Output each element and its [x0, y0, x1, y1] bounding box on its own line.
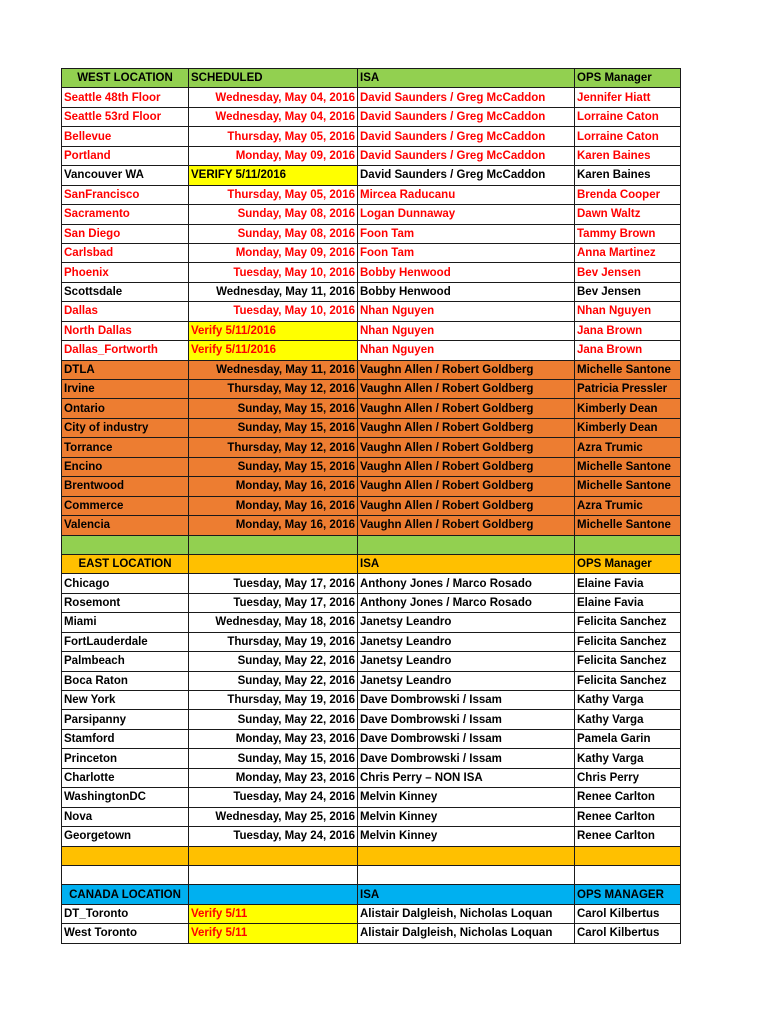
- cell-scheduled: [189, 865, 358, 884]
- cell-location: Irvine: [62, 380, 189, 399]
- table-row: [62, 574, 681, 593]
- cell-ops-manager: Kathy Varga: [575, 749, 681, 768]
- cell-isa: Vaughn Allen / Robert Goldberg: [358, 516, 575, 535]
- cell-isa: Alistair Dalgleish, Nicholas Loquan: [358, 924, 575, 943]
- cell-isa: Melvin Kinney: [358, 807, 575, 826]
- cell-isa: Janetsy Leandro: [358, 671, 575, 690]
- table-row: [62, 107, 681, 126]
- cell-scheduled: Thursday, May 05, 2016: [189, 185, 358, 204]
- cell-ops-manager: Felicita Sanchez: [575, 632, 681, 651]
- cell-isa: [358, 846, 575, 865]
- cell-ops-manager: Azra Trumic: [575, 496, 681, 515]
- cell-location: Bellevue: [62, 127, 189, 146]
- cell-scheduled: Sunday, May 08, 2016: [189, 205, 358, 224]
- cell-location: DTLA: [62, 360, 189, 379]
- cell-scheduled: Sunday, May 15, 2016: [189, 418, 358, 437]
- cell-scheduled: Monday, May 09, 2016: [189, 243, 358, 262]
- cell-isa: Dave Dombrowski / Issam: [358, 729, 575, 748]
- cell-isa: Janetsy Leandro: [358, 613, 575, 632]
- table-row: [62, 205, 681, 224]
- cell-scheduled: Thursday, May 12, 2016: [189, 380, 358, 399]
- cell-isa: Vaughn Allen / Robert Goldberg: [358, 438, 575, 457]
- cell-location: San Diego: [62, 224, 189, 243]
- cell-location: Seattle 48th Floor: [62, 88, 189, 107]
- table-row: [62, 457, 681, 476]
- cell-ops-manager: Chris Perry: [575, 768, 681, 787]
- cell-scheduled: Sunday, May 22, 2016: [189, 652, 358, 671]
- section-header-row: [62, 554, 681, 573]
- cell-location: Torrance: [62, 438, 189, 457]
- header-cell-location: EAST LOCATION: [62, 554, 189, 573]
- table-row: [62, 496, 681, 515]
- cell-location: Seattle 53rd Floor: [62, 107, 189, 126]
- cell-scheduled: Thursday, May 19, 2016: [189, 691, 358, 710]
- table-row: [62, 166, 681, 185]
- table-row: [62, 380, 681, 399]
- cell-scheduled: Verify 5/11/2016: [189, 321, 358, 340]
- cell-scheduled: Tuesday, May 24, 2016: [189, 788, 358, 807]
- cell-location: SanFrancisco: [62, 185, 189, 204]
- cell-isa: Chris Perry – NON ISA: [358, 768, 575, 787]
- header-cell-isa: ISA: [358, 554, 575, 573]
- cell-ops-manager: Patricia Pressler: [575, 380, 681, 399]
- cell-isa: Alistair Dalgleish, Nicholas Loquan: [358, 904, 575, 923]
- cell-ops-manager: [575, 865, 681, 884]
- cell-location: Encino: [62, 457, 189, 476]
- cell-ops-manager: Michelle Santone: [575, 477, 681, 496]
- cell-scheduled: Sunday, May 08, 2016: [189, 224, 358, 243]
- table-row: [62, 710, 681, 729]
- cell-ops-manager: Felicita Sanchez: [575, 613, 681, 632]
- table-row: [62, 224, 681, 243]
- cell-location: WashingtonDC: [62, 788, 189, 807]
- cell-isa: [358, 865, 575, 884]
- cell-location: FortLauderdale: [62, 632, 189, 651]
- cell-isa: Nhan Nguyen: [358, 321, 575, 340]
- cell-location: Valencia: [62, 516, 189, 535]
- cell-isa: Vaughn Allen / Robert Goldberg: [358, 380, 575, 399]
- cell-isa: Vaughn Allen / Robert Goldberg: [358, 418, 575, 437]
- header-cell-ops-manager: OPS MANAGER: [575, 885, 681, 904]
- cell-scheduled: Sunday, May 22, 2016: [189, 710, 358, 729]
- table-row: [62, 127, 681, 146]
- cell-location: Rosemont: [62, 593, 189, 612]
- table-row: [62, 88, 681, 107]
- cell-ops-manager: Jana Brown: [575, 321, 681, 340]
- cell-scheduled: Monday, May 16, 2016: [189, 516, 358, 535]
- schedule-table: [61, 68, 681, 944]
- cell-location: Vancouver WA: [62, 166, 189, 185]
- cell-ops-manager: Renee Carlton: [575, 788, 681, 807]
- header-cell-isa: ISA: [358, 69, 575, 88]
- spacer-row: [62, 535, 681, 554]
- cell-ops-manager: [575, 846, 681, 865]
- cell-location: Dallas_Fortworth: [62, 341, 189, 360]
- cell-ops-manager: Kimberly Dean: [575, 399, 681, 418]
- cell-isa: Dave Dombrowski / Issam: [358, 691, 575, 710]
- cell-ops-manager: Brenda Cooper: [575, 185, 681, 204]
- cell-scheduled: Tuesday, May 10, 2016: [189, 302, 358, 321]
- cell-location: Phoenix: [62, 263, 189, 282]
- cell-location: Miami: [62, 613, 189, 632]
- cell-ops-manager: Lorraine Caton: [575, 107, 681, 126]
- cell-location: Sacramento: [62, 205, 189, 224]
- cell-isa: David Saunders / Greg McCaddon: [358, 107, 575, 126]
- cell-scheduled: Monday, May 16, 2016: [189, 496, 358, 515]
- cell-isa: David Saunders / Greg McCaddon: [358, 166, 575, 185]
- cell-scheduled: Wednesday, May 11, 2016: [189, 282, 358, 301]
- cell-isa: Vaughn Allen / Robert Goldberg: [358, 399, 575, 418]
- cell-location: [62, 865, 189, 884]
- cell-ops-manager: Kathy Varga: [575, 691, 681, 710]
- cell-ops-manager: Jennifer Hiatt: [575, 88, 681, 107]
- cell-ops-manager: Kimberly Dean: [575, 418, 681, 437]
- cell-scheduled: Monday, May 23, 2016: [189, 729, 358, 748]
- cell-ops-manager: Michelle Santone: [575, 516, 681, 535]
- cell-isa: Vaughn Allen / Robert Goldberg: [358, 496, 575, 515]
- cell-scheduled: Tuesday, May 10, 2016: [189, 263, 358, 282]
- section-header-row: [62, 69, 681, 88]
- cell-location: Georgetown: [62, 827, 189, 846]
- cell-scheduled: Verify 5/11: [189, 924, 358, 943]
- table-row: [62, 146, 681, 165]
- cell-isa: David Saunders / Greg McCaddon: [358, 88, 575, 107]
- cell-ops-manager: Pamela Garin: [575, 729, 681, 748]
- cell-scheduled: Wednesday, May 04, 2016: [189, 88, 358, 107]
- cell-location: Boca Raton: [62, 671, 189, 690]
- cell-location: Nova: [62, 807, 189, 826]
- cell-scheduled: Monday, May 09, 2016: [189, 146, 358, 165]
- cell-isa: David Saunders / Greg McCaddon: [358, 146, 575, 165]
- header-cell-isa: ISA: [358, 885, 575, 904]
- section-header-row: [62, 885, 681, 904]
- table-row: [62, 263, 681, 282]
- table-row: [62, 671, 681, 690]
- cell-isa: Vaughn Allen / Robert Goldberg: [358, 477, 575, 496]
- cell-location: Palmbeach: [62, 652, 189, 671]
- cell-isa: Bobby Henwood: [358, 282, 575, 301]
- cell-location: New York: [62, 691, 189, 710]
- cell-location: [62, 535, 189, 554]
- cell-scheduled: Thursday, May 05, 2016: [189, 127, 358, 146]
- cell-scheduled: Tuesday, May 17, 2016: [189, 593, 358, 612]
- cell-ops-manager: Karen Baines: [575, 146, 681, 165]
- table-row: [62, 632, 681, 651]
- cell-isa: Melvin Kinney: [358, 788, 575, 807]
- table-row: [62, 729, 681, 748]
- table-row: [62, 593, 681, 612]
- header-cell-scheduled: [189, 554, 358, 573]
- cell-location: Stamford: [62, 729, 189, 748]
- header-cell-ops-manager: OPS Manager: [575, 69, 681, 88]
- cell-scheduled: Monday, May 16, 2016: [189, 477, 358, 496]
- cell-scheduled: Tuesday, May 17, 2016: [189, 574, 358, 593]
- cell-scheduled: [189, 846, 358, 865]
- table-row: [62, 768, 681, 787]
- cell-ops-manager: Kathy Varga: [575, 710, 681, 729]
- cell-scheduled: Monday, May 23, 2016: [189, 768, 358, 787]
- cell-isa: Logan Dunnaway: [358, 205, 575, 224]
- cell-ops-manager: Michelle Santone: [575, 457, 681, 476]
- cell-ops-manager: Nhan Nguyen: [575, 302, 681, 321]
- table-row: [62, 282, 681, 301]
- table-row: [62, 418, 681, 437]
- header-cell-location: CANADA LOCATION: [62, 885, 189, 904]
- cell-location: Princeton: [62, 749, 189, 768]
- table-row: [62, 652, 681, 671]
- cell-isa: Nhan Nguyen: [358, 302, 575, 321]
- cell-ops-manager: Bev Jensen: [575, 263, 681, 282]
- header-cell-ops-manager: OPS Manager: [575, 554, 681, 573]
- cell-isa: Dave Dombrowski / Issam: [358, 749, 575, 768]
- cell-ops-manager: Renee Carlton: [575, 827, 681, 846]
- cell-location: City of industry: [62, 418, 189, 437]
- cell-scheduled: Wednesday, May 11, 2016: [189, 360, 358, 379]
- cell-isa: Foon Tam: [358, 243, 575, 262]
- cell-isa: Vaughn Allen / Robert Goldberg: [358, 457, 575, 476]
- table-row: [62, 788, 681, 807]
- cell-ops-manager: Michelle Santone: [575, 360, 681, 379]
- cell-scheduled: Verify 5/11: [189, 904, 358, 923]
- cell-location: Carlsbad: [62, 243, 189, 262]
- table-row: [62, 302, 681, 321]
- cell-isa: Dave Dombrowski / Issam: [358, 710, 575, 729]
- cell-scheduled: Tuesday, May 24, 2016: [189, 827, 358, 846]
- cell-ops-manager: Elaine Favia: [575, 593, 681, 612]
- cell-ops-manager: Jana Brown: [575, 341, 681, 360]
- cell-location: Parsipanny: [62, 710, 189, 729]
- cell-isa: Melvin Kinney: [358, 827, 575, 846]
- table-row: [62, 904, 681, 923]
- cell-scheduled: Wednesday, May 25, 2016: [189, 807, 358, 826]
- table-row: [62, 827, 681, 846]
- cell-scheduled: Sunday, May 15, 2016: [189, 457, 358, 476]
- table-row: [62, 924, 681, 943]
- cell-location: West Toronto: [62, 924, 189, 943]
- cell-location: North Dallas: [62, 321, 189, 340]
- cell-ops-manager: Bev Jensen: [575, 282, 681, 301]
- cell-location: DT_Toronto: [62, 904, 189, 923]
- spacer-row: [62, 865, 681, 884]
- table-row: [62, 341, 681, 360]
- cell-scheduled: [189, 535, 358, 554]
- cell-scheduled: VERIFY 5/11/2016: [189, 166, 358, 185]
- cell-scheduled: Wednesday, May 04, 2016: [189, 107, 358, 126]
- cell-ops-manager: Lorraine Caton: [575, 127, 681, 146]
- cell-isa: Nhan Nguyen: [358, 341, 575, 360]
- schedule-table-body: [62, 69, 681, 944]
- cell-location: Ontario: [62, 399, 189, 418]
- cell-location: Portland: [62, 146, 189, 165]
- cell-scheduled: Verify 5/11/2016: [189, 341, 358, 360]
- cell-scheduled: Sunday, May 15, 2016: [189, 749, 358, 768]
- cell-scheduled: Thursday, May 19, 2016: [189, 632, 358, 651]
- table-row: [62, 613, 681, 632]
- cell-isa: Janetsy Leandro: [358, 632, 575, 651]
- cell-isa: Anthony Jones / Marco Rosado: [358, 574, 575, 593]
- cell-isa: Janetsy Leandro: [358, 652, 575, 671]
- table-row: [62, 360, 681, 379]
- cell-location: Chicago: [62, 574, 189, 593]
- cell-ops-manager: [575, 535, 681, 554]
- cell-isa: Bobby Henwood: [358, 263, 575, 282]
- table-row: [62, 749, 681, 768]
- cell-location: Dallas: [62, 302, 189, 321]
- cell-ops-manager: Felicita Sanchez: [575, 671, 681, 690]
- table-row: [62, 399, 681, 418]
- table-row: [62, 477, 681, 496]
- cell-ops-manager: Karen Baines: [575, 166, 681, 185]
- table-row: [62, 321, 681, 340]
- cell-location: Charlotte: [62, 768, 189, 787]
- cell-ops-manager: Dawn Waltz: [575, 205, 681, 224]
- table-row: [62, 243, 681, 262]
- cell-isa: [358, 535, 575, 554]
- cell-scheduled: Sunday, May 22, 2016: [189, 671, 358, 690]
- cell-ops-manager: Carol Kilbertus: [575, 904, 681, 923]
- cell-location: [62, 846, 189, 865]
- cell-ops-manager: Elaine Favia: [575, 574, 681, 593]
- cell-isa: Anthony Jones / Marco Rosado: [358, 593, 575, 612]
- cell-isa: Vaughn Allen / Robert Goldberg: [358, 360, 575, 379]
- cell-ops-manager: Anna Martinez: [575, 243, 681, 262]
- cell-isa: David Saunders / Greg McCaddon: [358, 127, 575, 146]
- table-row: [62, 691, 681, 710]
- table-row: [62, 185, 681, 204]
- cell-ops-manager: Azra Trumic: [575, 438, 681, 457]
- header-cell-scheduled: [189, 885, 358, 904]
- cell-ops-manager: Carol Kilbertus: [575, 924, 681, 943]
- cell-isa: Foon Tam: [358, 224, 575, 243]
- spacer-row: [62, 846, 681, 865]
- cell-ops-manager: Tammy Brown: [575, 224, 681, 243]
- header-cell-location: WEST LOCATION: [62, 69, 189, 88]
- table-row: [62, 807, 681, 826]
- header-cell-scheduled: SCHEDULED: [189, 69, 358, 88]
- table-row: [62, 516, 681, 535]
- cell-scheduled: Wednesday, May 18, 2016: [189, 613, 358, 632]
- cell-ops-manager: Renee Carlton: [575, 807, 681, 826]
- cell-scheduled: Thursday, May 12, 2016: [189, 438, 358, 457]
- cell-isa: Mircea Raducanu: [358, 185, 575, 204]
- cell-location: Scottsdale: [62, 282, 189, 301]
- cell-scheduled: Sunday, May 15, 2016: [189, 399, 358, 418]
- cell-location: Brentwood: [62, 477, 189, 496]
- table-row: [62, 438, 681, 457]
- cell-location: Commerce: [62, 496, 189, 515]
- cell-ops-manager: Felicita Sanchez: [575, 652, 681, 671]
